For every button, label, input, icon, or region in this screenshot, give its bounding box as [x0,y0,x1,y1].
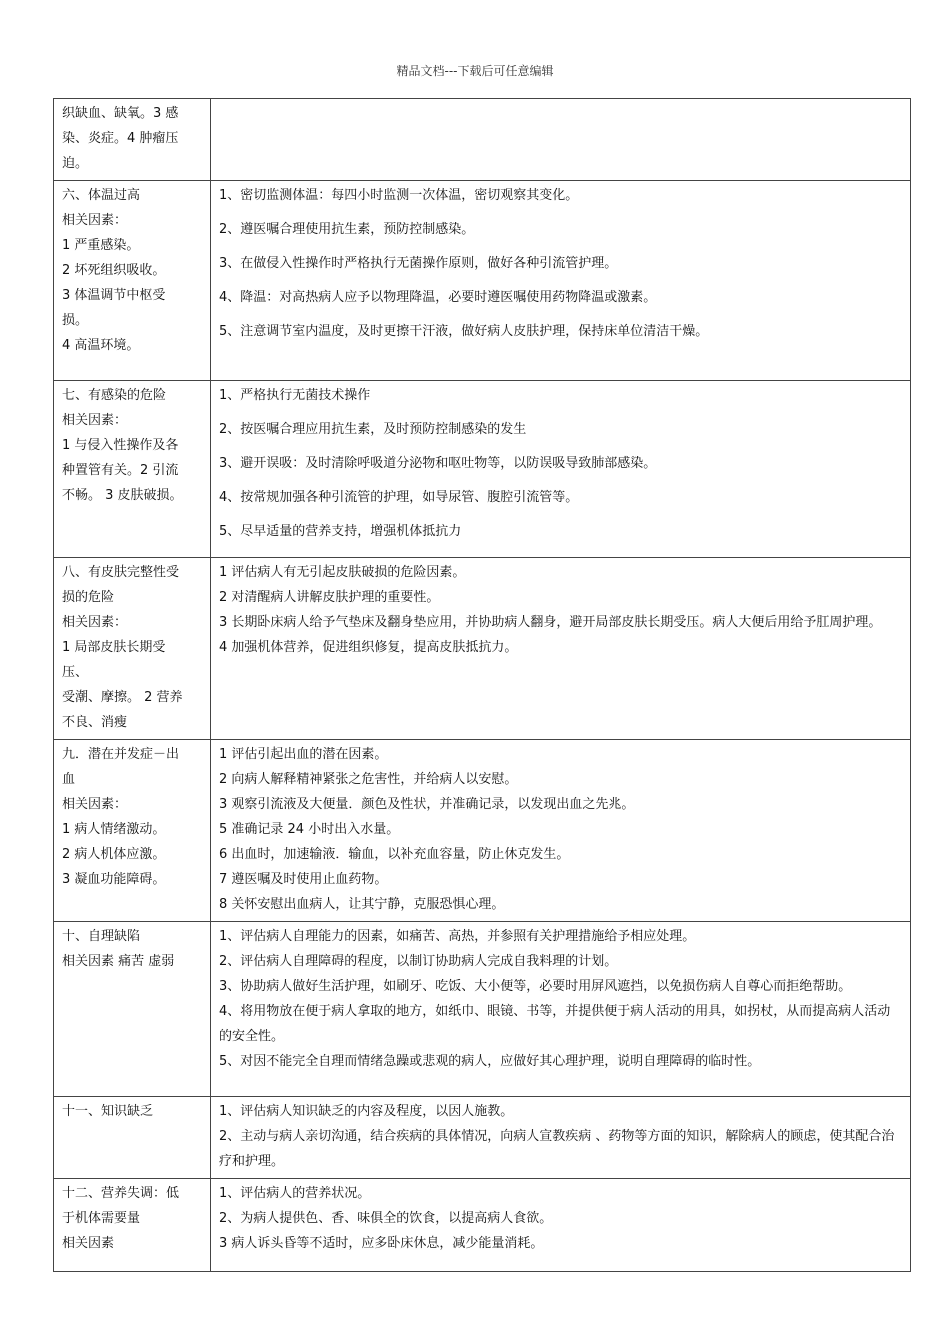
diagnosis-cell [54,922,211,1097]
diagnosis-line: 八、有皮肤完整性受 [62,565,180,580]
diagnosis-cell [54,381,211,558]
measure-item: 5 准确记录 24 小时出入水量。 [219,822,400,837]
diagnosis-line: 十二、营养失调：低 [62,1186,180,1201]
diagnosis-line: 相关因素： [62,213,128,228]
diagnosis-line: 损的危险 [62,590,115,605]
diagnosis-cell [54,1097,211,1179]
measure-item: 3、在做侵入性操作时严格执行无菌操作原则，做好各种引流管护理。 [219,256,618,271]
table-row [54,740,911,922]
nursing-care-table [53,98,911,1272]
diagnosis-line: 织缺血、缺氧。3 感 [62,106,179,121]
table-row [54,381,911,558]
diagnosis-line: 受潮、摩擦。 2 营养 [62,690,183,705]
measures-cell [211,181,911,381]
measure-item: 3、协助病人做好生活护理，如刷牙、吃饭、大小便等，必要时用屏风遮挡，以免损伤病人自尊心而拒绝帮助。 [219,979,852,994]
diagnosis-line: 3 体温调节中枢受 [62,288,166,303]
measure-item: 2 对清醒病人讲解皮肤护理的重要性。 [219,590,440,605]
measure-item: 8 关怀安慰出血病人，让其宁静，克服恐惧心理。 [219,897,505,912]
diagnosis-line: 不良、消瘦 [62,715,128,730]
diagnosis-line: 2 坏死组织吸收。 [62,263,166,278]
table-row [54,181,911,381]
diagnosis-line: 种置管有关。2 引流 [62,463,179,478]
measure-item: 5、对因不能完全自理而情绪急躁或悲观的病人，应做好其心理护理，说明自理障碍的临时性。 [219,1054,761,1069]
measure-item: 6 出血时，加速输液．输血，以补充血容量，防止休克发生。 [219,847,570,862]
measure-item: 2、为病人提供色、香、味俱全的饮食，以提高病人食欲。 [219,1211,553,1226]
diagnosis-line: 九．潜在并发症－出 [62,747,180,762]
measure-item: 2、评估病人自理障碍的程度，以制订协助病人完成自我料理的计划。 [219,954,618,969]
diagnosis-line: 3 凝血功能障碍。 [62,872,166,887]
diagnosis-line: 相关因素： [62,797,128,812]
table-row [54,99,911,181]
diagnosis-line: 迫。 [62,156,89,171]
measures-cell [211,558,911,740]
measure-item: 1、评估病人自理能力的因素，如痛苦、高热，并参照有关护理措施给予相应处理。 [219,929,696,944]
table-row [54,922,911,1097]
diagnosis-line: 血 [62,772,76,787]
measure-item: 2、主动与病人亲切沟通，结合疾病的具体情况，向病人宣教疾病 、药物等方面的知识，解除病人的顾虑，使其配合治疗和护理。 [219,1129,895,1169]
diagnosis-line: 十一、知识缺乏 [62,1104,154,1119]
measure-item: 4 加强机体营养，促进组织修复，提高皮肤抵抗力。 [219,640,518,655]
table-row [54,1179,911,1272]
measures-cell [211,1097,911,1179]
diagnosis-line: 六、体温过高 [62,188,141,203]
measure-item: 3 观察引流液及大便量．颜色及性状，并准确记录，以发现出血之先兆。 [219,797,635,812]
diagnosis-line: 七、有感染的危险 [62,388,167,403]
measures-cell [211,381,911,558]
measure-item: 1、严格执行无菌技术操作 [219,388,371,403]
measure-item: 1 评估病人有无引起皮肤破损的危险因素。 [219,565,466,580]
diagnosis-cell [54,740,211,922]
measure-item: 4、降温：对高热病人应予以物理降温，必要时遵医嘱使用药物降温或激素。 [219,290,657,305]
measure-item: 1、评估病人知识缺乏的内容及程度，以因人施教。 [219,1104,514,1119]
diagnosis-line: 相关因素： [62,615,128,630]
diagnosis-line: 于机体需要量 [62,1211,141,1226]
table-row [54,558,911,740]
measure-item: 4、按常规加强各种引流管的护理，如导尿管、腹腔引流管等。 [219,490,579,505]
measure-item: 3 病人诉头昏等不适时，应多卧床休息，减少能量消耗。 [219,1236,544,1251]
diagnosis-line: 4 高温环境。 [62,338,140,353]
diagnosis-line: 压、 [62,665,89,680]
diagnosis-line: 相关因素 痛苦 虚弱 [62,954,175,969]
measure-item: 3 长期卧床病人给予气垫床及翻身垫应用，并协助病人翻身，避开局部皮肤长期受压。病人大便后用给予肛周护理。 [219,615,882,630]
diagnosis-cell [54,558,211,740]
table-body [54,99,911,1272]
diagnosis-cell [54,181,211,381]
measure-item: 5、注意调节室内温度，及时更擦干汗液，做好病人皮肤护理，保持床单位清洁干燥。 [219,324,709,339]
measure-item: 4、将用物放在便于病人拿取的地方，如纸巾、眼镜、书等，并提供便于病人活动的用具，如拐杖，从而提高病人活动的安全性。 [219,1004,891,1044]
diagnosis-line: 损。 [62,313,89,328]
diagnosis-line: 1 局部皮肤长期受 [62,640,166,655]
page-header: 精品文档---下载后可任意编辑 [396,64,554,78]
diagnosis-cell [54,1179,211,1272]
measures-cell [211,740,911,922]
measure-item: 5、尽早适量的营养支持，增强机体抵抗力 [219,524,462,539]
table-row [54,1097,911,1179]
diagnosis-line: 不畅。 3 皮肤破损。 [62,488,183,503]
measure-item: 7 遵医嘱及时使用止血药物。 [219,872,388,887]
measure-item: 2、遵医嘱合理使用抗生素，预防控制感染。 [219,222,475,237]
diagnosis-line: 相关因素： [62,413,128,428]
diagnosis-line: 1 与侵入性操作及各 [62,438,179,453]
measure-item: 1、评估病人的营养状况。 [219,1186,371,1201]
diagnosis-line: 2 病人机体应激。 [62,847,166,862]
measure-item: 2、按医嘱合理应用抗生素，及时预防控制感染的发生 [219,422,527,437]
measures-cell [211,922,911,1097]
measure-item: 3、避开误吸：及时清除呼吸道分泌物和呕吐物等，以防误吸导致肺部感染。 [219,456,657,471]
diagnosis-cell [54,99,211,181]
measures-cell [211,1179,911,1272]
measures-cell [211,99,911,181]
diagnosis-line: 相关因素 [62,1236,115,1251]
diagnosis-line: 1 严重感染。 [62,238,140,253]
measure-item: 1、密切监测体温：每四小时监测一次体温，密切观察其变化。 [219,188,579,203]
measure-item: 2 向病人解释精神紧张之危害性，并给病人以安慰。 [219,772,518,787]
measure-item: 1 评估引起出血的潜在因素。 [219,747,388,762]
diagnosis-line: 1 病人情绪激动。 [62,822,166,837]
diagnosis-line: 染、炎症。4 肿瘤压 [62,131,179,146]
diagnosis-line: 十、自理缺陷 [62,929,141,944]
